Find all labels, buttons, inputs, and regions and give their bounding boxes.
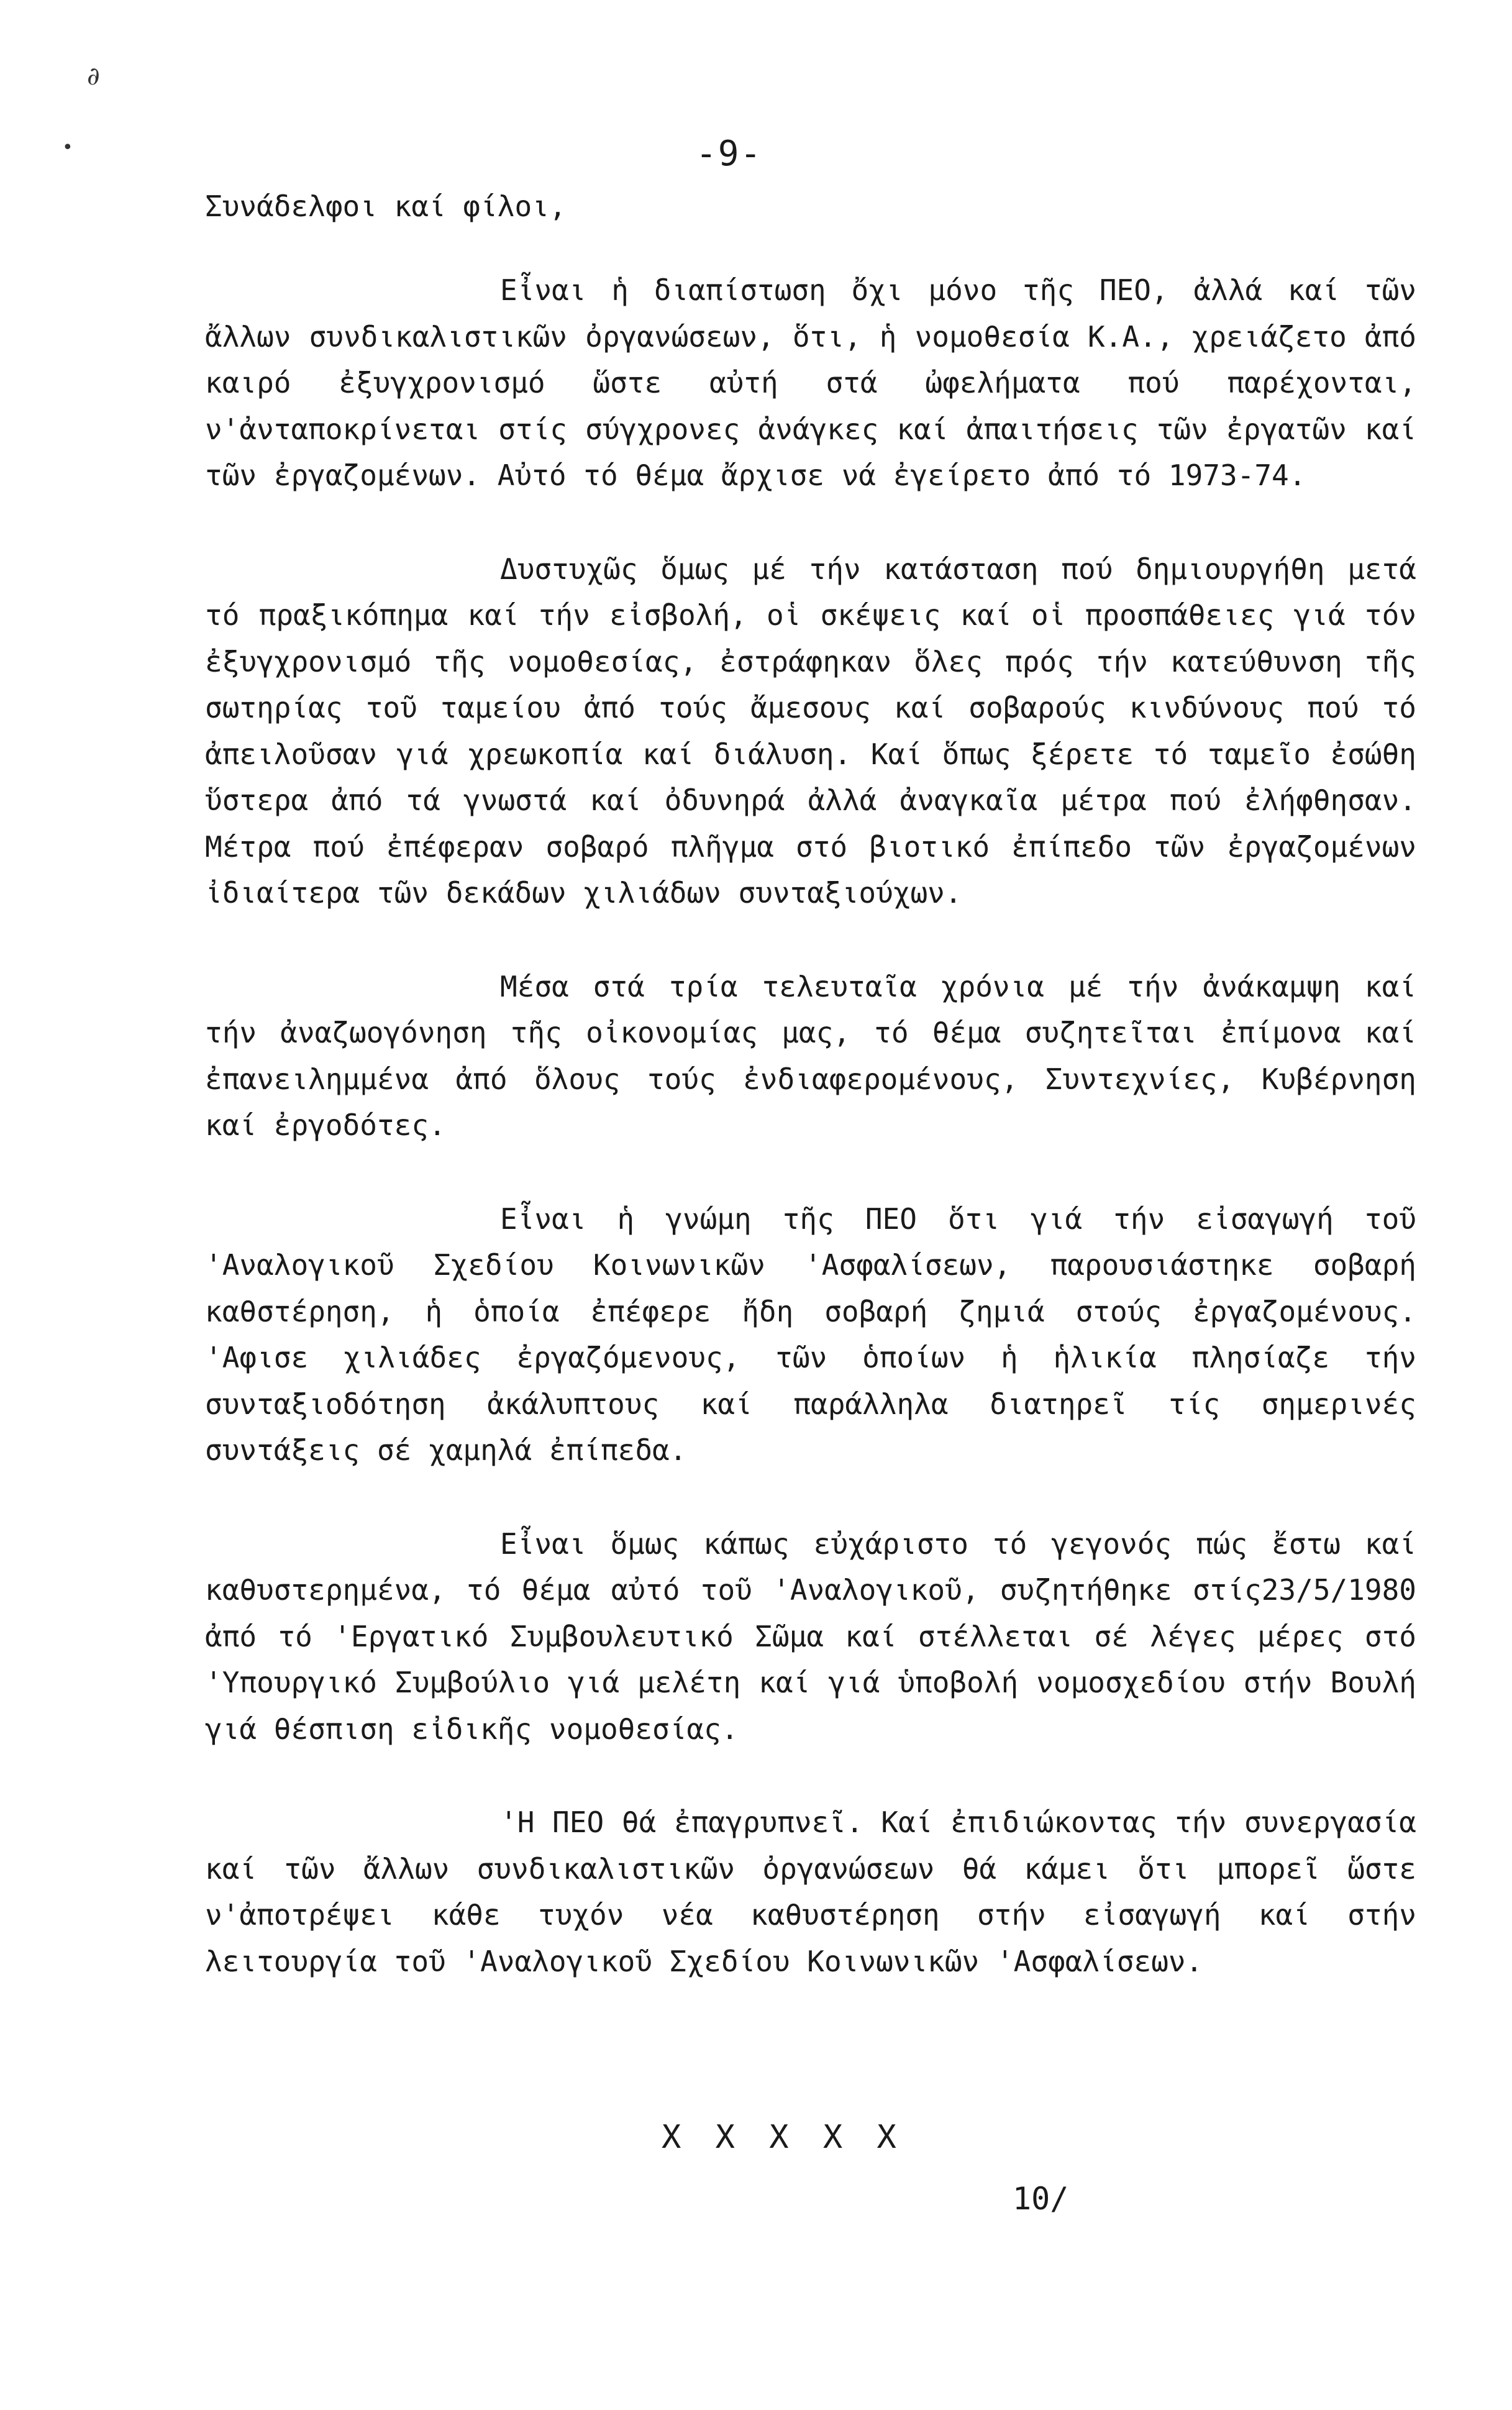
page-number: -9- <box>696 134 763 174</box>
paragraph-3: Μέσα στά τρία τελευταῖα χρόνια μέ τήν ἀνάκαμψη καί τήν ἀναζωογόνηση τῆς οἰκονομίας μας, τό θέμα συζητεῖται ἐπίμονα καί ἐπανειλημμένα ἀπό ὅλους τούς ἐνδιαφερομένους, Συντεχνίες, Κυβέρνηση καί ἐργοδότες. <box>205 969 1416 1142</box>
salutation: Συνάδελφοι καί φίλοι, <box>205 189 567 223</box>
paragraph-1: Εἶναι ἡ διαπίστωση ὄχι μόνο τῆς ΠΕΟ, ἀλλά καί τῶν ἄλλων συνδικαλιστικῶν ὀργανώσεων, ὅτι, ἡ νομοθεσία Κ.Α., χρειάζετο ἀπό καιρό ἐξυγχρονισμό ὥστε αὐτή στά ὠφελήματα πού παρέχονται, ν'ἀνταποκρίνεται στίς σύγχρονες ἀνάγκες καί ἀπαιτήσεις τῶν ἐργατῶν καί τῶν ἐργαζομένων. Αὐτό τό θέμα ἄρχισε νά ἐγείρετο ἀπό τό 1973-74. <box>205 273 1416 492</box>
paragraph-2: Δυστυχῶς ὅμως μέ τήν κατάσταση πού δημιουργήθη μετά τό πραξικόπημα καί τήν εἰσβολή, οἱ σκέψεις καί οἱ προσπάθειες γιά τόν ἐξυγχρονισμό τῆς νομοθεσίας, ἐστράφηκαν ὅλες πρός τήν κατεύθυνση τῆς σωτηρίας τοῦ ταμείου ἀπό τούς ἄμεσους καί σοβαρούς κινδύνους πού τό ἀπειλοῦσαν γιά χρεωκοπία καί διάλυση. Καί ὅπως ξέρετε τό ταμεῖο ἐσώθη ὕστερα ἀπό τά γνωστά καί ὀδυνηρά ἀλλά ἀναγκαῖα μέτρα πού ἐλήφθησαν. Μέτρα πού ἐπέφεραν σοβαρό πλῆγμα στό βιοτικό ἐπίπεδο τῶν ἐργαζομένων ἰδιαίτερα τῶν δεκάδων χιλιάδων συνταξιούχων. <box>205 552 1416 910</box>
next-page-marker: 10/ <box>1013 2181 1069 2217</box>
paragraph-4: Εἶναι ἡ γνώμη τῆς ΠΕΟ ὅτι γιά τήν εἰσαγωγή τοῦ 'Αναλογικοῦ Σχεδίου Κοινωνικῶν 'Ασφαλίσεων, παρουσιάστηκε σοβαρή καθστέρηση, ἡ ὁποία ἐπέφερε ἤδη σοβαρή ζημιά στούς ἐργαζομένους. 'Αφισε χιλιάδες ἐργαζόμενους, τῶν ὁποίων ἡ ἡλικία πλησίαζε τήν συνταξιοδότηση ἀκάλυπτους καί παράλληλα διατηρεῖ τίς σημερινές συντάξεις σέ χαμηλά ἐπίπεδα. <box>205 1202 1416 1467</box>
paragraph-6: 'Η ΠΕΟ θά ἐπαγρυπνεῖ. Καί ἐπιδιώκοντας τήν συνεργασία καί τῶν ἄλλων συνδικαλιστικῶν ὀργανώσεων θά κάμει ὅτι μπορεῖ ὥστε ν'ἀποτρέψει κάθε τυχόν νέα καθυστέρηση στήν εἰσαγωγή καί στήν λειτουργία τοῦ 'Αναλογικοῦ Σχεδίου Κοινωνικῶν 'Ασφαλίσεων. <box>205 1805 1416 1978</box>
paragraph-5: Εἶναι ὅμως κάπως εὐχάριστο τό γεγονός πώς ἔστω καί καθυστερημένα, τό θέμα αὐτό τοῦ 'Αναλογικοῦ, συζητήθηκε στίς23/5/1980 ἀπό τό 'Εργατικό Συμβουλευτικό Σῶμα καί στέλλεται σέ λέγες μέρες στό 'Υπουργικό Συμβούλιο γιά μελέτη καί γιά ὑποβολή νομοσχεδίου στήν Βουλή γιά θέσπιση εἰδικῆς νομοθεσίας. <box>205 1527 1416 1746</box>
section-separator: X X X X X <box>662 2119 904 2156</box>
stray-mark: ∂ <box>87 62 100 91</box>
body-text <box>205 267 1416 2032</box>
stray-dot: • <box>62 137 73 158</box>
